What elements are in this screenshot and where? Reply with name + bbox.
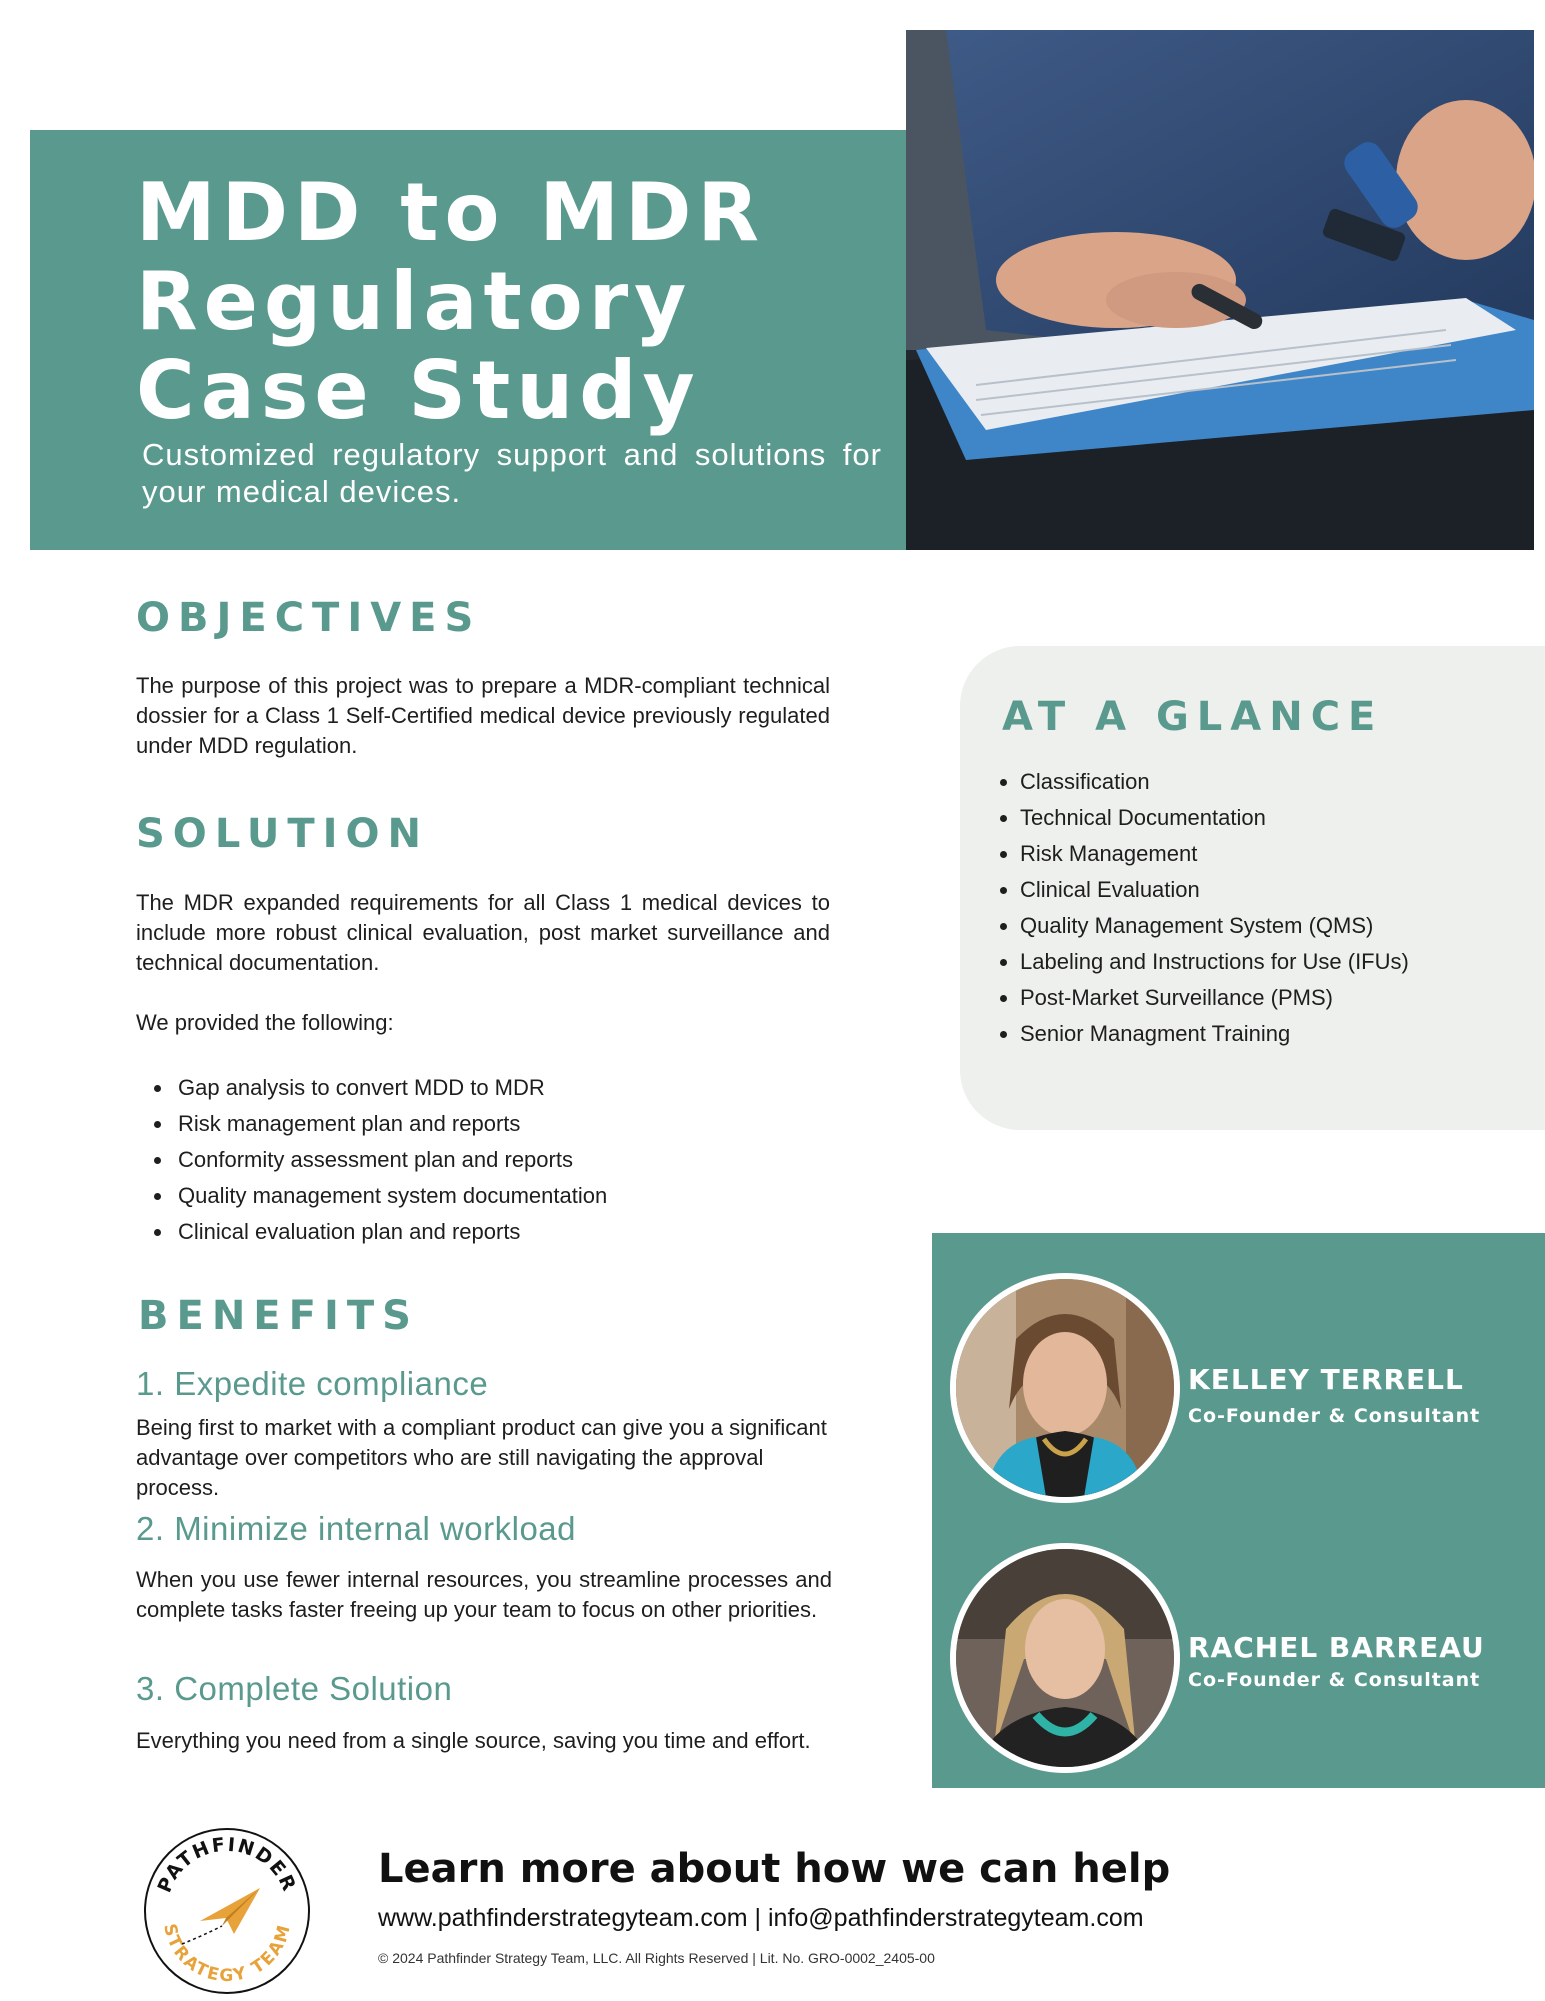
solution-intro: We provided the following: (136, 1010, 394, 1035)
benefit-3-title: 3. Complete Solution (136, 1670, 453, 1707)
list-item: • Conformity assessment plan and reports (174, 1142, 868, 1178)
list-item: • Classification (1020, 764, 1409, 800)
hero-subtitle: Customized regulatory support and solutions for your medical devices. (142, 437, 882, 509)
list-item: • Risk management plan and reports (174, 1106, 868, 1142)
cta-heading: Learn more about how we can help (378, 1846, 1171, 1892)
title-line-3: Case Study (136, 344, 701, 437)
list-item: • Post-Market Surveillance (PMS) (1020, 980, 1409, 1016)
at-a-glance-list (982, 764, 1409, 1052)
page-title (136, 168, 765, 435)
objectives-heading: OBJECTIVES (136, 595, 482, 641)
solution-text: The MDR expanded requirements for all Class 1 medical devices to include more robust clinical evaluation, post market surveillance and technical documentation. (136, 890, 830, 975)
team-panel (932, 1233, 1545, 1788)
list-item: • Labeling and Instructions for Use (IFUs) (1020, 944, 1409, 980)
solution-list (136, 1070, 868, 1250)
at-a-glance-panel (960, 646, 1545, 1130)
list-item: • Clinical evaluation plan and reports (174, 1214, 868, 1250)
benefit-2-text: When you use fewer internal resources, you streamline processes and complete tasks faster freeing up your team to focus on other priorities. (136, 1567, 832, 1622)
team-member-name: RACHEL BARREAU (1188, 1631, 1485, 1664)
portrait-woman-icon (956, 1549, 1174, 1767)
logo-text-top: PATHFINDER (153, 1833, 301, 1896)
list-item: • Technical Documentation (1020, 800, 1409, 836)
benefits-heading: BENEFITS (138, 1293, 419, 1339)
list-item: • Quality Management System (QMS) (1020, 908, 1409, 944)
list-item: • Senior Managment Training (1020, 1016, 1409, 1052)
hero-photo (906, 30, 1534, 550)
pathfinder-logo (142, 1826, 312, 1996)
logo-text-bottom: STRATEGY TEAM (159, 1921, 296, 1987)
stamp-document-illustration (906, 30, 1534, 550)
title-line-2: Regulatory (136, 255, 693, 348)
avatar (950, 1273, 1180, 1503)
team-member-name: KELLEY TERRELL (1188, 1363, 1464, 1396)
hero-banner (30, 130, 906, 550)
benefit-3-text: Everything you need from a single source, saving you time and effort. (136, 1728, 811, 1753)
benefit-1-title: 1. Expedite compliance (136, 1365, 489, 1402)
objectives-text: The purpose of this project was to prepare a MDR-compliant technical dossier for a Class 1 Self-Certified medical device previously regulated under MDD regulation. (136, 673, 830, 758)
solution-heading: SOLUTION (136, 811, 430, 857)
title-line-1: MDD to MDR (136, 166, 765, 259)
list-item: • Clinical Evaluation (1020, 872, 1409, 908)
list-item: • Gap analysis to convert MDD to MDR (174, 1070, 868, 1106)
list-item: • Quality management system documentation (174, 1178, 868, 1214)
portrait-woman-icon (956, 1279, 1174, 1497)
avatar (950, 1543, 1180, 1773)
benefit-2-title: 2. Minimize internal workload (136, 1510, 577, 1547)
list-item: • Risk Management (1020, 836, 1409, 872)
contact-links[interactable]: www.pathfinderstrategyteam.com | info@pathfinderstrategyteam.com (378, 1904, 1144, 1932)
at-a-glance-heading: AT A GLANCE (1002, 694, 1384, 740)
benefit-1-text: Being first to market with a compliant product can give you a significant advantage over competitors who are still navigating the approval process. (136, 1415, 827, 1500)
team-member-role: Co-Founder & Consultant (1188, 1669, 1481, 1691)
legal-notice: © 2024 Pathfinder Strategy Team, LLC. All Rights Reserved | Lit. No. GRO-0002_2405-00 (378, 1950, 935, 1966)
team-member-role: Co-Founder & Consultant (1188, 1405, 1481, 1427)
